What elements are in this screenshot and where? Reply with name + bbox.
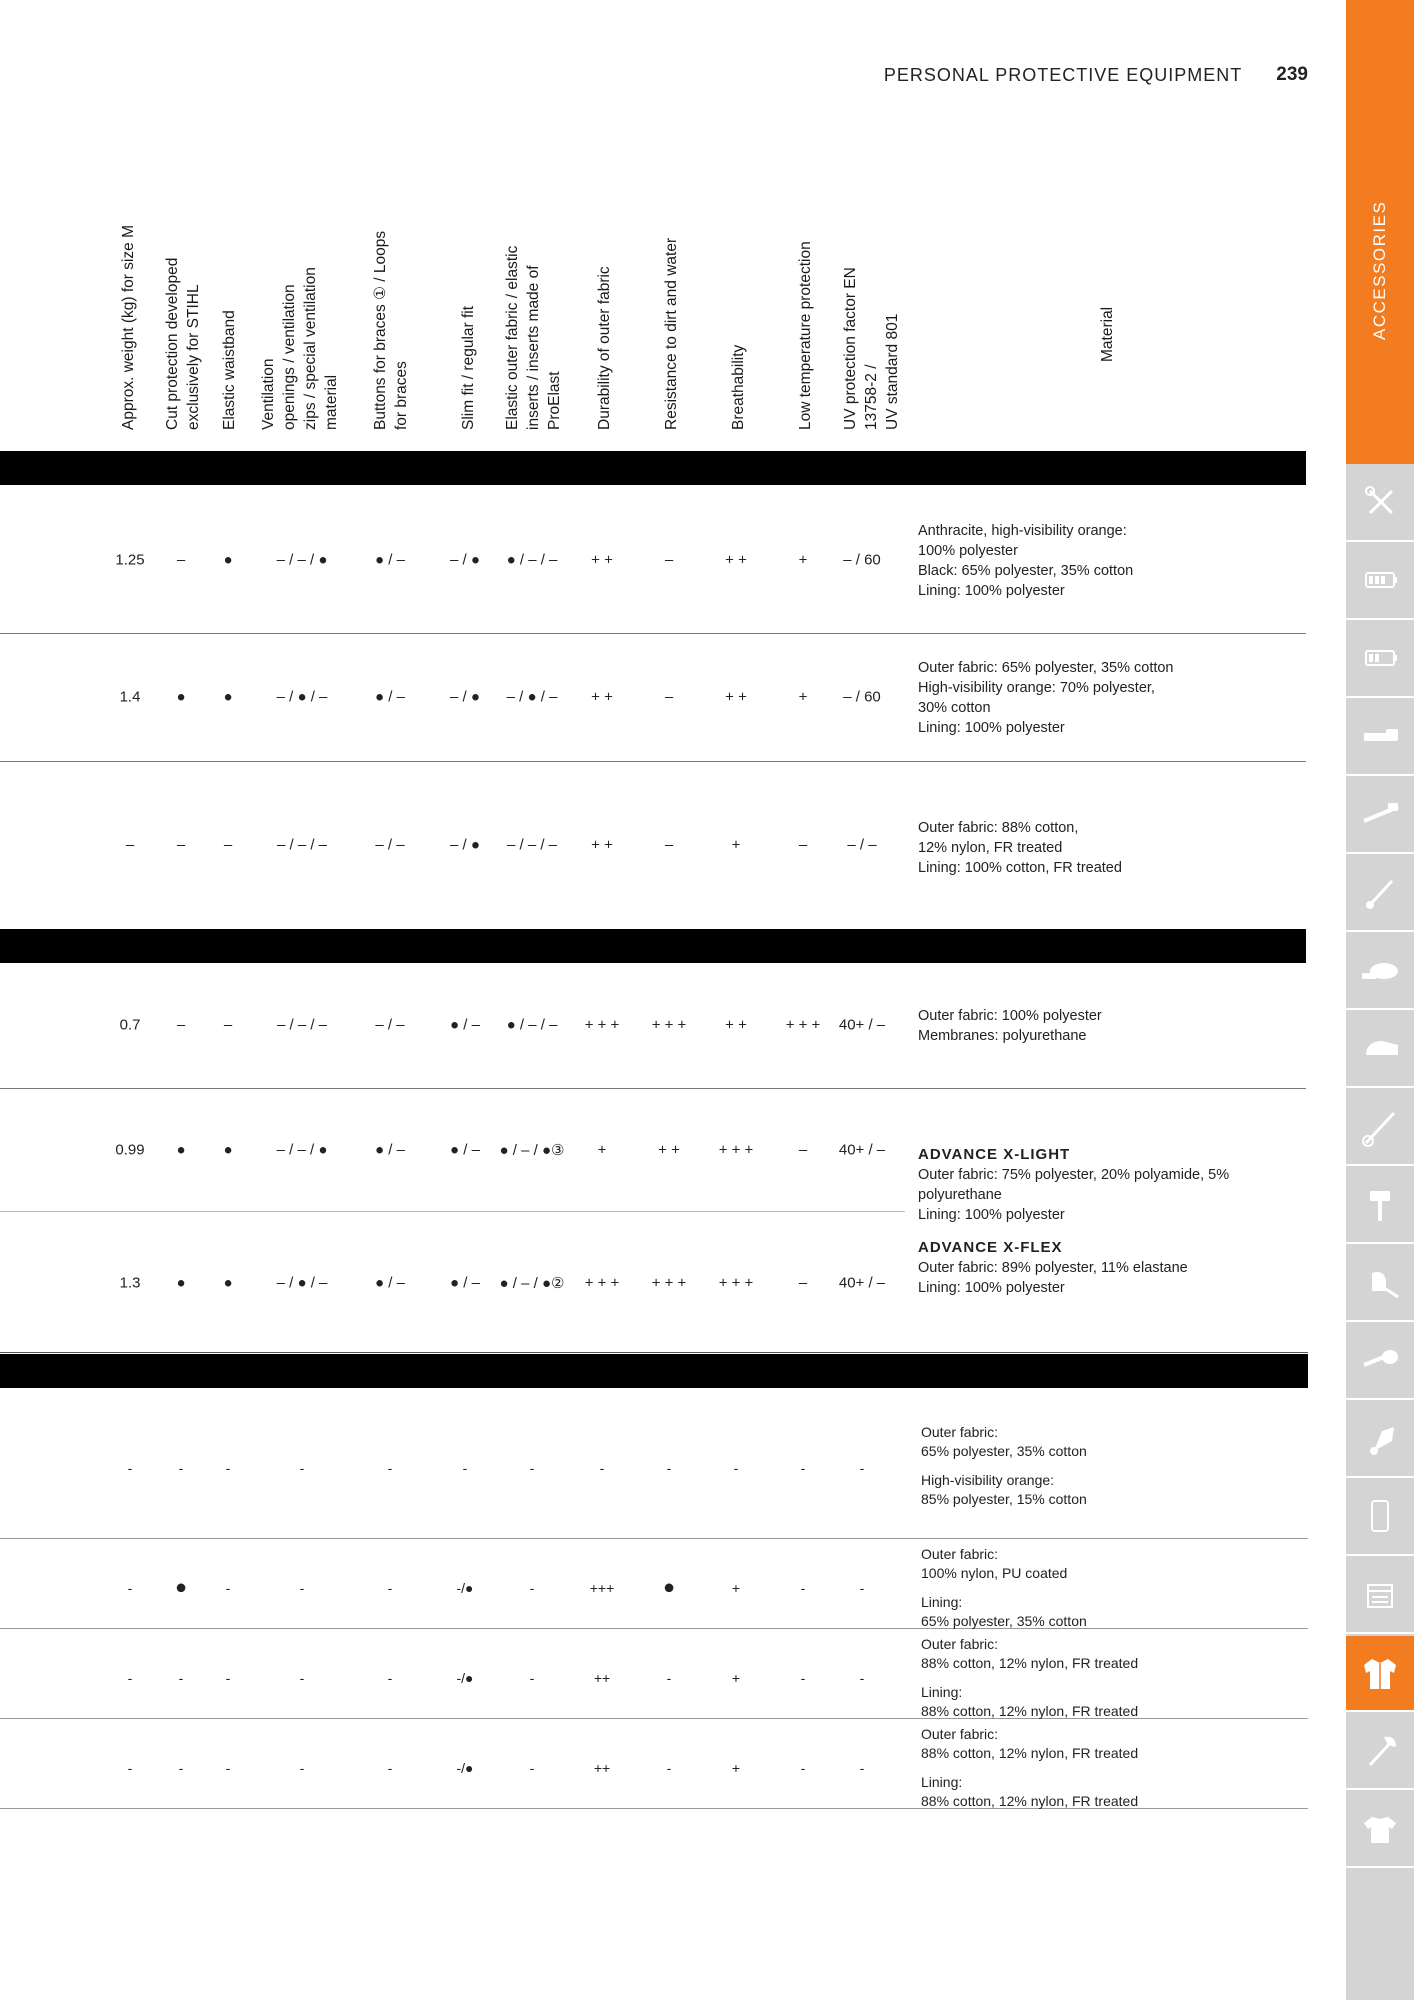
table-cell: - — [225, 1580, 231, 1596]
column-header — [458, 306, 479, 430]
table-cell: ● / – — [375, 551, 405, 569]
column-header-line: Cut protection developed — [164, 257, 181, 430]
table-cell: ● — [662, 1576, 676, 1599]
column-header-line: ProElast — [546, 371, 563, 430]
table-cell: + + + — [718, 1274, 754, 1292]
material-line: Outer fabric: 88% cotton, — [918, 820, 1079, 836]
table-cell: – / 60 — [843, 551, 881, 569]
pole-pruner-icon[interactable] — [1346, 778, 1414, 854]
table-cell: - — [127, 1760, 133, 1776]
table-cell: - — [599, 1460, 605, 1476]
table-cell: ● — [223, 1274, 233, 1292]
table-cell: + + + — [584, 1274, 620, 1292]
column-header — [118, 225, 139, 430]
material-line: Lining: 100% polyester — [918, 1280, 1065, 1296]
table-cell: – / – — [375, 1016, 405, 1034]
column-header-material — [1097, 307, 1118, 362]
table-cell: – / ● — [450, 551, 480, 569]
table-cell: – / 60 — [843, 688, 881, 706]
table-cell: 40+ / – — [838, 1141, 886, 1159]
row-separator — [0, 1352, 1308, 1353]
column-header-line: material — [323, 374, 340, 430]
table-cell: ++ — [593, 1760, 611, 1776]
material-line: 65% polyester, 35% cotton — [921, 1613, 1087, 1629]
table-cell: – — [176, 551, 186, 569]
table-cell: – / – / ● — [276, 551, 328, 569]
table-cell: - — [225, 1670, 231, 1686]
table-cell: - — [529, 1670, 535, 1686]
table-cell: – — [798, 1141, 808, 1159]
table-cell: ● / – — [375, 1274, 405, 1292]
material-line: polyurethane — [918, 1187, 1002, 1203]
material-line: Outer fabric: — [921, 1636, 999, 1652]
column-header-line: for braces — [393, 361, 410, 430]
accessories-tab-label: ACCESSORIES — [1370, 200, 1389, 340]
material-line: 85% polyester, 15% cotton — [921, 1491, 1087, 1507]
material-product-name: ADVANCE X-LIGHT — [918, 1146, 1071, 1163]
table-cell: – / – / ● — [276, 1141, 328, 1159]
column-header — [258, 267, 342, 430]
leaf-blower-icon[interactable] — [1346, 1324, 1414, 1400]
blower-icon[interactable] — [1346, 934, 1414, 1010]
table-cell: -/● — [456, 1670, 474, 1686]
table-cell: + — [597, 1141, 607, 1159]
table-cell: – — [798, 836, 808, 854]
battery-pack-icon[interactable] — [1346, 622, 1414, 698]
table-cell: ● — [174, 1576, 188, 1599]
table-cell: - — [859, 1760, 865, 1776]
column-header — [795, 241, 816, 430]
material-gap — [921, 1583, 1087, 1593]
table-cell: - — [529, 1460, 535, 1476]
material-line: High-visibility orange: — [921, 1472, 1055, 1488]
column-header-line: 13758-2 / — [863, 364, 880, 430]
material-line: Black: 65% polyester, 35% cotton — [918, 563, 1134, 579]
table-cell: – — [223, 836, 233, 854]
column-header — [728, 345, 749, 430]
column-header-line: Low temperature protection — [797, 241, 814, 430]
table-cell: ● — [176, 1274, 186, 1292]
table-cell: - — [529, 1580, 535, 1596]
table-cell: - — [387, 1760, 393, 1776]
lawn-mower-icon[interactable] — [1346, 1012, 1414, 1088]
table-cell: - — [299, 1760, 305, 1776]
table-cell: - — [529, 1760, 535, 1776]
table-cell: - — [800, 1760, 806, 1776]
section-bar — [0, 1354, 1308, 1388]
page-header — [884, 64, 1308, 86]
earth-auger-icon[interactable] — [1346, 1168, 1414, 1244]
table-cell: ● / – / – — [506, 551, 558, 569]
material-line: Lining: — [921, 1684, 963, 1700]
table-cell: 40+ / – — [838, 1016, 886, 1034]
material-line: Outer fabric: 75% polyester, 20% polyamide, 5% — [918, 1167, 1230, 1183]
column-header-line: UV standard 801 — [884, 313, 901, 430]
table-cell: ● — [223, 551, 233, 569]
table-cell: + — [731, 1760, 741, 1776]
column-header — [219, 310, 240, 430]
table-cell: – — [176, 1016, 186, 1034]
row-separator — [0, 633, 1306, 634]
row-separator — [0, 761, 1306, 762]
table-cell: + — [731, 1670, 741, 1686]
table-cell: ● / – — [450, 1141, 480, 1159]
table-cell: 1.4 — [119, 688, 141, 706]
table-cell: + + + — [584, 1016, 620, 1034]
table-cell: – — [125, 836, 135, 854]
table-cell: - — [733, 1460, 739, 1476]
table-cell: ● / – / – — [506, 1016, 558, 1034]
table-cell: – / – — [847, 836, 877, 854]
table-cell: - — [859, 1580, 865, 1596]
table-cell: + + — [725, 688, 747, 706]
material-gap — [921, 1461, 1087, 1471]
material-line: Lining: — [921, 1594, 963, 1610]
table-cell: - — [387, 1670, 393, 1686]
table-cell: + + + — [785, 1016, 821, 1034]
row-separator — [0, 1538, 1308, 1539]
table-cell: - — [859, 1670, 865, 1686]
table-cell: -/● — [456, 1580, 474, 1596]
column-header — [370, 231, 412, 430]
material-line: Anthracite, high-visibility orange: — [918, 523, 1127, 539]
material-line: Lining: — [921, 1774, 963, 1790]
column-header-line: Slim fit / regular fit — [460, 305, 477, 430]
table-cell: - — [225, 1760, 231, 1776]
material-line: Lining: 100% polyester — [918, 1207, 1065, 1223]
material-line: Outer fabric: — [921, 1726, 999, 1742]
table-cell: ● / – / ●② — [499, 1275, 565, 1292]
jacket-icon[interactable] — [1346, 1636, 1414, 1712]
table-cell: – — [664, 688, 674, 706]
table-cell: – / ● / – — [276, 1274, 328, 1292]
table-cell: – / ● / – — [506, 688, 558, 706]
section-bar — [0, 929, 1306, 963]
material-description — [918, 1238, 1188, 1298]
table-cell: - — [127, 1460, 133, 1476]
row-separator — [0, 1211, 905, 1212]
table-cell: 1.25 — [115, 551, 145, 569]
table-cell: ++ — [593, 1670, 611, 1686]
column-header-line: zips / special ventilation — [302, 267, 319, 430]
material-product-name: ADVANCE X-FLEX — [918, 1239, 1063, 1256]
table-cell: ● — [176, 688, 186, 706]
garden-shredder-icon[interactable] — [1346, 1402, 1414, 1478]
material-line: Lining: 100% cotton, FR treated — [918, 860, 1122, 876]
axe-icon[interactable] — [1346, 1714, 1414, 1790]
column-header-line: inserts / inserts made of — [525, 265, 542, 430]
column-header — [162, 258, 204, 430]
table-cell: + + — [591, 688, 613, 706]
column-header-line: Ventilation — [260, 358, 277, 430]
table-cell: 40+ / – — [838, 1274, 886, 1292]
material-description — [921, 1725, 1138, 1811]
material-line: Lining: 100% polyester — [918, 583, 1065, 599]
smartphone-icon[interactable] — [1346, 1480, 1414, 1556]
material-description — [921, 1635, 1138, 1721]
material-line: Outer fabric: — [921, 1424, 999, 1440]
column-header-line: Durability of outer fabric — [596, 266, 613, 430]
page-title: PERSONAL PROTECTIVE EQUIPMENT — [883, 64, 1243, 85]
table-cell: ● / – — [375, 688, 405, 706]
battery-icon[interactable] — [1346, 544, 1414, 620]
material-line: 88% cotton, 12% nylon, FR treated — [921, 1745, 1139, 1761]
material-line: Outer fabric: — [921, 1546, 999, 1562]
material-line: 88% cotton, 12% nylon, FR treated — [921, 1703, 1139, 1719]
table-cell: + + + — [651, 1016, 687, 1034]
chainsaw-icon[interactable] — [1346, 700, 1414, 776]
table-cell: – — [798, 1274, 808, 1292]
table-cell: 0.7 — [119, 1016, 141, 1034]
table-cell: - — [127, 1670, 133, 1686]
table-cell: - — [800, 1670, 806, 1686]
column-header-line: Material — [1099, 306, 1116, 362]
table-cell: -/● — [456, 1760, 474, 1776]
column-header-line: UV protection factor EN — [842, 267, 859, 430]
column-header — [661, 238, 682, 430]
row-separator — [0, 1628, 1308, 1629]
material-line: 65% polyester, 35% cotton — [921, 1443, 1087, 1459]
table-cell: 1.3 — [119, 1274, 141, 1292]
table-cell: - — [859, 1460, 865, 1476]
tshirt-icon[interactable] — [1346, 1792, 1414, 1868]
table-cell: ● — [223, 688, 233, 706]
table-cell: ● / – — [375, 1141, 405, 1159]
table-cell: + + — [725, 1016, 747, 1034]
category-sidebar — [1346, 0, 1414, 2000]
table-cell: ● — [223, 1141, 233, 1159]
table-cell: +++ — [589, 1580, 615, 1596]
column-header-line: Breathability — [730, 344, 747, 430]
column-header-line: Resistance to dirt and water — [663, 237, 680, 430]
table-cell: - — [299, 1670, 305, 1686]
table-cell: + + — [591, 836, 613, 854]
table-cell: - — [666, 1670, 672, 1686]
column-header — [594, 266, 615, 430]
table-cell: - — [178, 1760, 184, 1776]
material-line: Membranes: polyurethane — [918, 1028, 1087, 1044]
row-separator — [0, 1088, 1306, 1089]
material-gap — [921, 1673, 1138, 1683]
table-cell: + — [798, 688, 808, 706]
accessories-tab[interactable] — [1346, 0, 1414, 464]
table-cell: - — [225, 1460, 231, 1476]
table-cell: – / – / – — [276, 836, 328, 854]
table-cell: ● / – — [450, 1016, 480, 1034]
material-line: High-visibility orange: 70% polyester, — [918, 680, 1155, 696]
material-description — [921, 1423, 1087, 1509]
table-cell: – / – / – — [506, 836, 558, 854]
table-cell: - — [387, 1460, 393, 1476]
material-line: 88% cotton, 12% nylon, FR treated — [921, 1655, 1139, 1671]
table-cell: - — [800, 1460, 806, 1476]
material-line: Outer fabric: 89% polyester, 11% elastane — [918, 1260, 1188, 1276]
material-line: Outer fabric: 100% polyester — [918, 1008, 1102, 1024]
calendar-icon[interactable] — [1346, 1558, 1414, 1634]
column-header — [502, 246, 565, 430]
sprayer-icon[interactable] — [1346, 1246, 1414, 1322]
table-cell: ● / – — [450, 1274, 480, 1292]
table-cell: + + + — [718, 1141, 754, 1159]
table-cell: ● / – / ●③ — [499, 1142, 565, 1159]
table-cell: – / – / – — [276, 1016, 328, 1034]
table-cell: + + — [658, 1141, 680, 1159]
material-description — [918, 521, 1133, 601]
table-cell: – — [176, 836, 186, 854]
trimmer-icon[interactable] — [1346, 856, 1414, 932]
column-header — [840, 267, 903, 430]
table-cell: 0.99 — [115, 1141, 145, 1159]
table-cell: + + + — [651, 1274, 687, 1292]
table-cell: – — [664, 551, 674, 569]
material-line: 100% nylon, PU coated — [921, 1565, 1068, 1581]
brushcutter-icon[interactable] — [1346, 1090, 1414, 1166]
column-header-line: exclusively for STIHL — [185, 284, 202, 430]
table-cell: + — [798, 551, 808, 569]
material-line: 88% cotton, 12% nylon, FR treated — [921, 1793, 1139, 1809]
material-line: 12% nylon, FR treated — [918, 840, 1063, 856]
column-header-line: Buttons for braces ① / Loops — [372, 230, 389, 430]
table-cell: - — [666, 1460, 672, 1476]
material-description — [918, 658, 1174, 738]
material-gap — [921, 1763, 1138, 1773]
table-cell: - — [666, 1760, 672, 1776]
table-cell: – / ● — [450, 836, 480, 854]
table-cell: – / – — [375, 836, 405, 854]
table-cell: - — [387, 1580, 393, 1596]
table-cell: ● — [176, 1141, 186, 1159]
table-cell: - — [299, 1460, 305, 1476]
material-line: 30% cotton — [918, 700, 991, 716]
table-cell: + — [731, 836, 741, 854]
section-bar — [0, 451, 1306, 485]
table-cell: – — [223, 1016, 233, 1034]
column-header-line: openings / ventilation — [281, 284, 298, 430]
table-cell: - — [462, 1460, 468, 1476]
tools-icon[interactable] — [1346, 466, 1414, 542]
material-line: Lining: 100% polyester — [918, 720, 1065, 736]
table-cell: - — [178, 1460, 184, 1476]
table-cell: - — [127, 1580, 133, 1596]
table-cell: - — [299, 1580, 305, 1596]
table-cell: + + — [725, 551, 747, 569]
table-cell: + — [731, 1580, 741, 1596]
table-cell: - — [178, 1670, 184, 1686]
table-cell: - — [800, 1580, 806, 1596]
column-header-line: Elastic waistband — [221, 310, 238, 430]
table-cell: – / ● — [450, 688, 480, 706]
table-cell: – / ● / – — [276, 688, 328, 706]
material-description — [918, 818, 1122, 878]
material-description — [921, 1545, 1087, 1631]
material-line: Outer fabric: 65% polyester, 35% cotton — [918, 660, 1174, 676]
table-cell: – — [664, 836, 674, 854]
material-description — [918, 1145, 1229, 1225]
table-cell: + + — [591, 551, 613, 569]
column-header-line: Elastic outer fabric / elastic — [504, 245, 521, 430]
material-line: 100% polyester — [918, 543, 1018, 559]
column-header-line: Approx. weight (kg) for size M — [120, 224, 137, 430]
material-description — [918, 1006, 1102, 1046]
page-number: 239 — [1276, 64, 1308, 85]
